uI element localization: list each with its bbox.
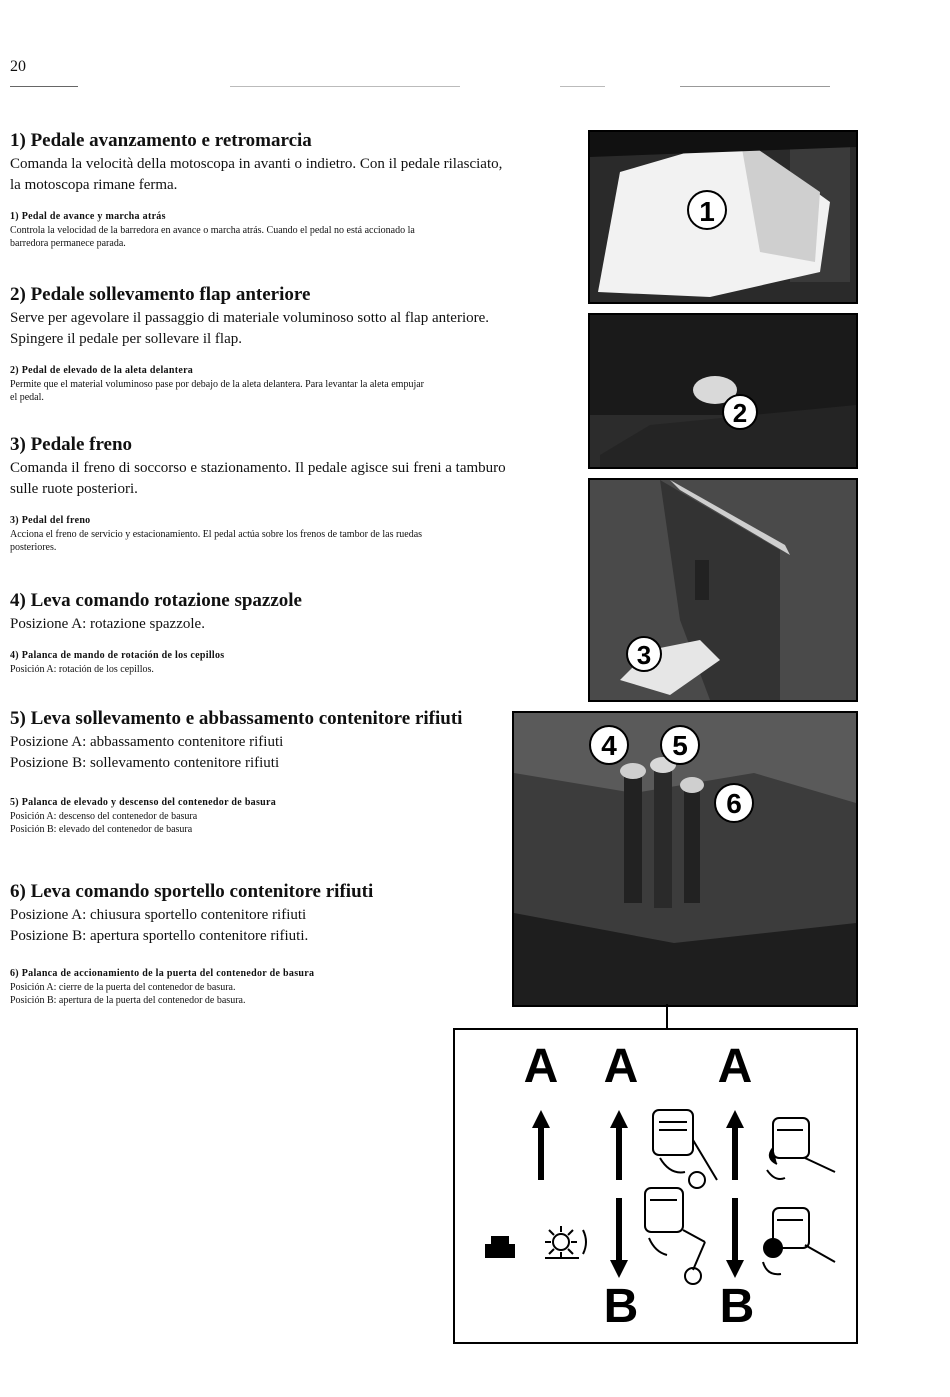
photo-pedal-2-image	[590, 315, 856, 467]
waste-container-icon	[653, 1110, 717, 1188]
connector-line	[666, 1004, 668, 1030]
photo-levers	[512, 711, 858, 1007]
section-text-es: Acciona el freno de servicio y estacionamiento. El pedal actúa sobre los frenos de tambor de las ruedas posteriores.	[10, 529, 423, 553]
photo-pedal-3-image	[590, 480, 856, 700]
section-text-es: Permite que el material voluminoso pase por debajo de la aleta delantera. Para levantar la aleta empujar el pedal.	[10, 379, 424, 403]
page-number: 20	[10, 58, 26, 75]
arrow-up-icon	[610, 1110, 628, 1180]
callout-number: 3	[636, 640, 652, 670]
arrow-down-icon	[726, 1198, 744, 1278]
section-text-it: Posizione A: rotazione spazzole.	[10, 616, 205, 632]
position-label-a: A	[603, 1040, 639, 1093]
callout-number: 5	[672, 730, 688, 761]
section-text-it: Serve per agevolare il passaggio di materiale voluminoso sotto al flap anteriore. Spingere il pedale per sollevare il flap.	[10, 310, 490, 347]
section-text-es: Posición A: rotación de los cepillos.	[10, 664, 154, 675]
section-title-es: 6) Palanca de accionamiento de la puerta del contenedor de basura	[10, 968, 315, 979]
photo-pedal-3	[588, 478, 858, 702]
callout-number: 1	[699, 196, 715, 227]
section-title-es: 4) Palanca de mando de rotación de los cepillos	[10, 650, 225, 661]
section-text-it: Comanda il freno di soccorso e stazionamento. Il pedale agisce sui freni a tamburo sulle ruote posteriori.	[10, 460, 506, 497]
section-text-es: Controla la velocidad de la barredora en avance o marcha atrás. Cuando el pedal no está accionado la barredora permanece parada.	[10, 225, 415, 249]
section-4	[10, 590, 570, 676]
section-1	[10, 130, 570, 250]
section-text-it: Comanda la velocità della motoscopa in avanti o indietro. Con il pedale rilasciato, la motoscopa rimane ferma.	[10, 156, 503, 193]
section-text-it: Posizione A: chiusura sportello contenitore rifiuti Posizione B: apertura sportello contenitore rifiuti.	[10, 907, 309, 944]
lever-positions-diagram	[453, 1028, 858, 1344]
position-label-b: B	[719, 1280, 755, 1333]
header-rule-dash	[230, 86, 460, 87]
waste-container-icon	[645, 1188, 705, 1284]
callout-number: 2	[732, 398, 748, 428]
brush-rotation-icon	[485, 1226, 586, 1258]
section-3	[10, 434, 570, 554]
position-label-b: B	[603, 1280, 639, 1333]
lever-positions-svg	[455, 1030, 856, 1342]
photo-pedal-1	[588, 130, 858, 304]
container-door-icon	[767, 1118, 835, 1179]
position-label-a: A	[523, 1040, 559, 1093]
section-title-es: 5) Palanca de elevado y descenso del contenedor de basura	[10, 797, 277, 808]
position-label-a: A	[717, 1040, 753, 1093]
arrow-down-icon	[610, 1198, 628, 1278]
header-rule	[10, 86, 78, 87]
callout-number: 6	[726, 788, 742, 819]
section-title-es: 3) Pedal del freno	[10, 515, 91, 526]
section-text-es: Posición A: cierre de la puerta del contenedor de basura. Posición B: apertura de la puerta del contenedor de basura.	[10, 982, 246, 1006]
photo-pedal-1-image	[590, 132, 856, 302]
section-title-it: 2) Pedale sollevamento flap anteriore	[10, 284, 311, 305]
section-5	[10, 708, 510, 836]
section-title-it: 1) Pedale avanzamento e retromarcia	[10, 130, 312, 151]
section-2	[10, 284, 570, 404]
section-title-it: 5) Leva sollevamento e abbassamento contenitore rifiuti	[10, 708, 463, 729]
container-door-icon	[763, 1208, 835, 1274]
section-title-it: 4) Leva comando rotazione spazzole	[10, 590, 302, 611]
arrow-up-icon	[532, 1110, 550, 1180]
arrow-up-icon	[726, 1110, 744, 1180]
section-title-it: 3) Pedale freno	[10, 434, 133, 455]
section-title-es: 1) Pedal de avance y marcha atrás	[10, 211, 166, 222]
section-text-it: Posizione A: abbassamento contenitore rifiuti Posizione B: sollevamento contenitore rifiuti	[10, 734, 284, 771]
photo-levers-image	[514, 713, 856, 1005]
photo-pedal-2	[588, 313, 858, 469]
section-text-es: Posición A: descenso del contenedor de basura Posición B: elevado del contenedor de basura	[10, 811, 198, 835]
header-rule-dash	[680, 86, 830, 87]
section-6	[10, 881, 510, 1007]
section-title-es: 2) Pedal de elevado de la aleta delantera	[10, 365, 194, 376]
header-rule-dash	[560, 86, 605, 87]
section-title-it: 6) Leva comando sportello contenitore rifiuti	[10, 881, 374, 902]
callout-number: 4	[601, 730, 617, 761]
